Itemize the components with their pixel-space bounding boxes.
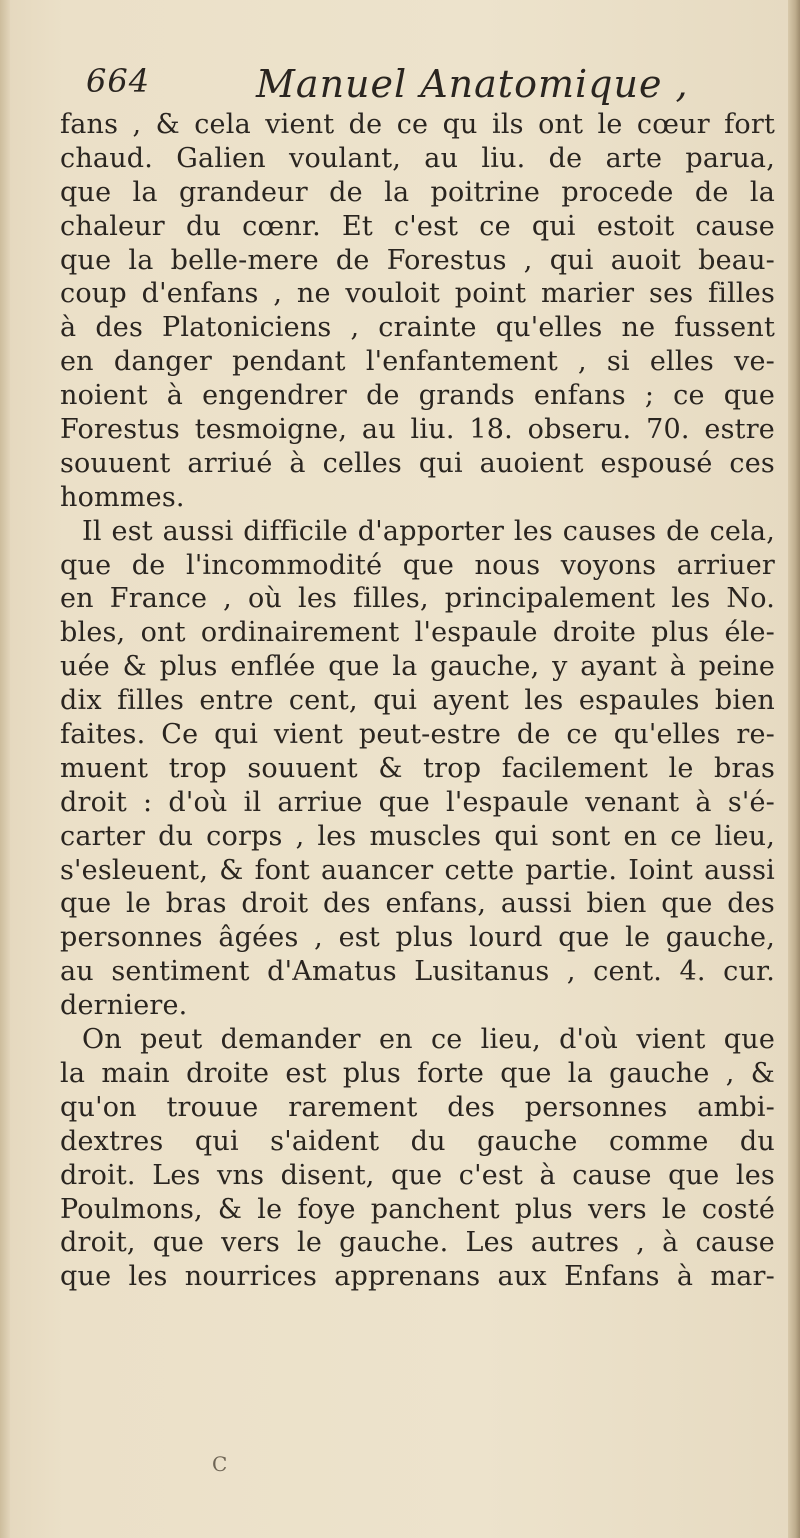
text-line: personnes âgées , est plus lourd que le gauche, [60, 922, 775, 954]
text-line: chaleur du cœnr. Et c'est ce qui estoit cause [60, 210, 775, 242]
signature-mark: C [212, 1452, 228, 1476]
text-line: fans , & cela vient de ce qu ils ont le cœur fort [60, 109, 775, 140]
text-line: coup d'enfans , ne vouloit point marier ses filles [60, 278, 775, 310]
paragraph-start-line: On peut demander en ce lieu, d'où vient que [82, 1024, 775, 1056]
text-line: droit : d'où il arriue que l'espaule venant à s'é- [60, 786, 775, 818]
text-line: droit, que vers le gauche. Les autres , à cause [60, 1227, 775, 1259]
page-right-edge [788, 0, 800, 1538]
text-line: que le bras droit des enfans, aussi bien que des [60, 888, 775, 920]
text-line: chaud. Galien voulant, au liu. de arte parua, [60, 142, 775, 174]
text-line: droit. Les vns disent, que c'est à cause que les [60, 1159, 775, 1191]
text-line: carter du corps , les muscles qui sont en ce lieu, [60, 820, 775, 852]
page-number: 664 [86, 62, 151, 100]
text-line: que de l'incommodité que nous voyons arriuer [60, 549, 775, 581]
text-line: Forestus tesmoigne, au liu. 18. obseru. 70. estre [60, 414, 775, 446]
text-line: uée & plus enflée que la gauche, y ayant à peine [60, 651, 775, 683]
text-line: en danger pendant l'enfantement , si elles ve- [60, 346, 775, 378]
text-line: faites. Ce qui vient peut-estre de ce qu'elles re- [60, 719, 775, 751]
text-line: en France , où les filles, principalement les No. [60, 583, 775, 615]
text-line: qu'on trouue rarement des personnes ambi- [60, 1091, 775, 1123]
text-line: derniere. [60, 990, 188, 1022]
text-line: noient à engendrer de grands enfans ; ce que [60, 380, 775, 412]
text-line: muent trop souuent & trop facilement le bras [60, 752, 775, 784]
paragraph-start-line: Il est aussi difficile d'apporter les causes de cela, [82, 515, 775, 547]
text-line: que la belle-mere de Forestus , qui auoit beau- [60, 244, 775, 276]
text-line: au sentiment d'Amatus Lusitanus , cent. 4. cur. [60, 956, 775, 988]
page-header [86, 62, 706, 110]
text-line: que les nourrices apprenans aux Enfans à mar- [60, 1261, 775, 1293]
text-line: souuent arriué à celles qui auoient espousé ces [60, 447, 775, 479]
running-title: Manuel Anatomique , [256, 62, 689, 106]
text-line: à des Platoniciens , crainte qu'elles ne fussent [60, 312, 775, 344]
text-line: bles, ont ordinairement l'espaule droite plus éle- [60, 617, 775, 649]
text-line: Poulmons, & le foye panchent plus vers le costé [60, 1193, 775, 1225]
page-left-edge [0, 0, 10, 1538]
text-line: hommes. [60, 481, 185, 513]
text-line: la main droite est plus forte que la gauche , & [60, 1057, 775, 1089]
text-line: que la grandeur de la poitrine procede de la [60, 176, 775, 208]
text-line: dix filles entre cent, qui ayent les espaules bien [60, 685, 775, 717]
body-text [60, 108, 775, 1294]
text-line: dextres qui s'aident du gauche comme du [60, 1125, 775, 1157]
text-line: s'esleuent, & font auancer cette partie. Ioint aussi [60, 854, 775, 886]
